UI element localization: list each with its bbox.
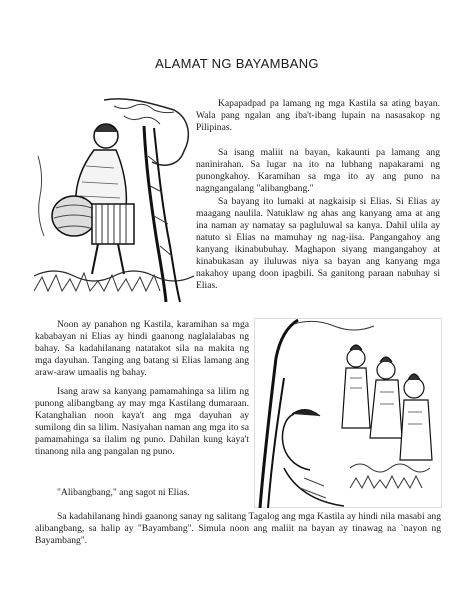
paragraph-2: Sa isang maliit na bayan, kakaunti pa lamang ang naninirahan. Sa lugar na ito na lubhang napakarami ng punongkahoy. Karamihan sa mga ito ay ang puno na nagngangalang "alibangbang." [196,147,440,194]
paragraph-4: Noon ay panahon ng Kastila, karamihan sa mga kababayan ni Elias ay hindi gaanong naglalalabas ng bahay. Sa kadahilanang natatakot sila na makita ng mga dayuhan. Tanging ang batang si Elias lamang ang araw-araw umaalis ng bahay. [35,319,249,378]
paragraph-5: Isang araw sa kanyang pamamahinga sa lilim ng punong alibangbang ay may mga Kastilang dumaraan. Katanghalian noon kaya't ang mga dayuhan ay sumilong din sa lilim. Nasiyahan naman ang mga ito sa pamamahinga sa ilalim ng puno. Dahilan kung kaya't tinanong nila ang pangalan ng puno. [35,386,249,457]
spanish-soldiers-drawing [254,318,442,508]
paragraph-7: Sa kadahilanang hindi gaanong sanay ng salitang Tagalog ang mga Kastila ay hindi nila masabi ang alibangbang, sa halip ay "Bayambang". Simula noon ang maliit na bayan ay tinawag na `nayon ng Bayambang". [35,511,441,546]
illustration-spanish-soldiers [254,318,442,508]
paragraph-3: Sa bayang ito lumaki at nagkaisip si Elias. Si Elias ay maagang naulila. Natuklaw ng ahas ang kanyang ama at ang ina naman ay namatay sa pagluluwal sa kanya. Dahil ulila ay natuto si Elias na mamuhay ng nag-iisa. Pangangahoy ang kanyang ikinabubuhay. Maghapon siyang mangangahoy at kinabukasan ay iluluwas niya sa bayan ang kanyang mga nakahoy upang doon ipagbili. Sa ganitong paraan nabuhay si Elias. [196,196,440,291]
boy-with-firewood-drawing [34,96,194,304]
page-title: ALAMAT NG BAYAMBANG [155,56,319,71]
illustration-boy-with-firewood [34,96,194,304]
paragraph-1: Kapapadpad pa lamang ng mga Kastila sa ating bayan. Wala pang ngalan ang iba't-ibang lupain na nasasakop ng Pilipinas. [196,98,440,133]
paragraph-6: "Alibangbang," ang sagot ni Elias. [57,487,190,498]
